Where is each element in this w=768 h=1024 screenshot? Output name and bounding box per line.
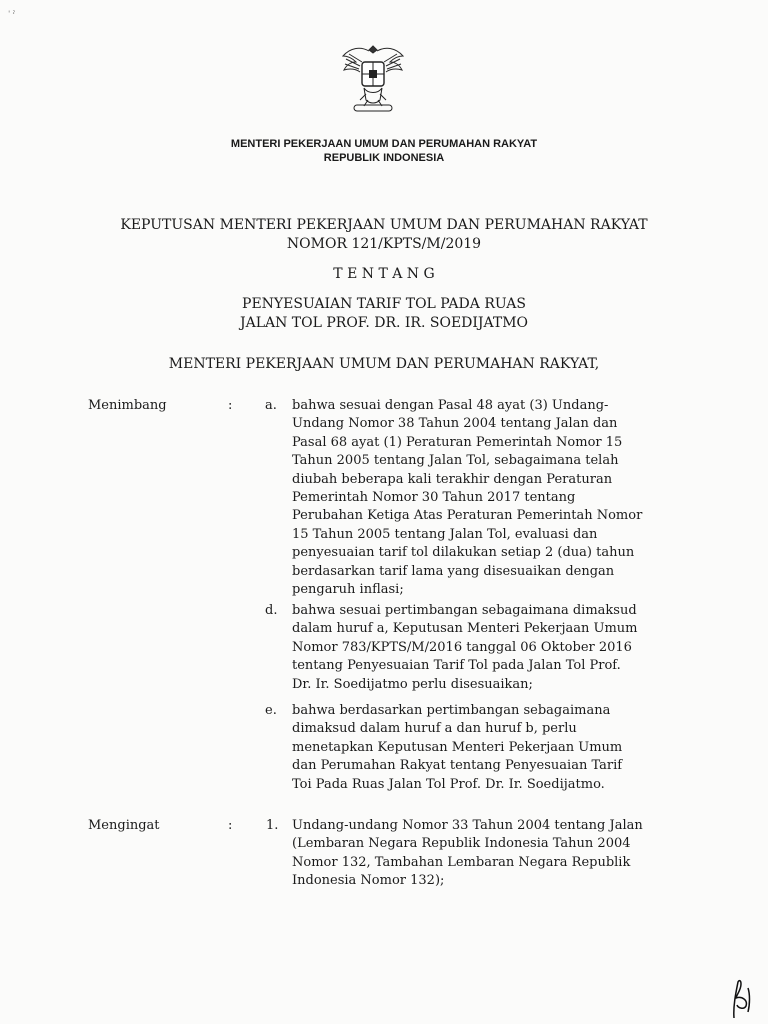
- text-line: Perubahan Ketiga Atas Peraturan Pemerintah Nomor: [292, 508, 643, 524]
- subject-line2: JALAN TOL PROF. DR. IR. SOEDIJATMO: [239, 315, 529, 331]
- issuer-line: MENTERI PEKERJAAN UMUM DAN PERUMAHAN RAKYAT,: [168, 356, 600, 372]
- text-line: Dr. Ir. Soedijatmo perlu disesuaikan;: [292, 676, 533, 692]
- item-letter: d.: [265, 603, 278, 618]
- mengingat-item-1: [292, 817, 682, 891]
- handwritten-initial-icon: [728, 978, 756, 1020]
- decree-number: NOMOR 121/KPTS/M/2019: [286, 236, 482, 252]
- ministry-heading-line2: REPUBLIK INDONESIA: [323, 152, 445, 164]
- menimbang-item-e: [292, 702, 682, 794]
- subject-line1: PENYESUAIAN TARIF TOL PADA RUAS: [242, 296, 526, 312]
- text-line: bahwa sesuai dengan Pasal 48 ayat (3) Undang-: [292, 398, 609, 413]
- text-line: dimaksud dalam huruf a dan huruf b, perlu: [292, 721, 577, 737]
- text-line: Undang-undang Nomor 33 Tahun 2004 tentang Jalan: [292, 818, 643, 833]
- text-line: Tahun 2005 tentang Jalan Tol, sebagaimana telah: [292, 453, 619, 469]
- mengingat-label: Mengingat: [88, 818, 160, 833]
- text-line: menetapkan Keputusan Menteri Pekerjaan Umum: [292, 739, 623, 755]
- text-line: tentang Penyesuaian Tarif Tol pada Jalan Tol Prof.: [292, 658, 621, 674]
- decree-title: KEPUTUSAN MENTERI PEKERJAAN UMUM DAN PERUMAHAN RAKYAT: [120, 217, 648, 233]
- menimbang-colon: :: [228, 398, 233, 413]
- text-line: Toi Pada Ruas Jalan Tol Prof. Dr. Ir. Soedijatmo.: [292, 776, 605, 792]
- text-line: (Lembaran Negara Republik Indonesia Tahun 2004: [292, 836, 631, 852]
- garuda-emblem-icon: [340, 42, 406, 116]
- item-letter: a.: [265, 398, 277, 413]
- text-line: diubah beberapa kali terakhir dengan Peraturan: [292, 471, 613, 487]
- text-line: pengaruh inflasi;: [292, 582, 404, 598]
- ministry-heading-line1: MENTERI PEKERJAAN UMUM DAN PERUMAHAN RAKYAT: [230, 138, 538, 150]
- menimbang-item-a: [292, 397, 682, 599]
- text-line: dan Perumahan Rakyat tentang Penyesuaian Tarif: [292, 758, 623, 774]
- text-line: Pemerintah Nomor 30 Tahun 2017 tentang: [292, 490, 576, 506]
- text-line: Indonesia Nomor 132);: [292, 873, 445, 889]
- text-line: Nomor 132, Tambahan Lembaran Negara Republik: [292, 854, 631, 870]
- item-number: 1.: [266, 818, 279, 833]
- tentang-heading: T E N T A N G: [333, 266, 435, 282]
- text-line: Nomor 783/KPTS/M/2016 tanggal 06 Oktober 2016: [292, 639, 632, 655]
- text-line: Undang Nomor 38 Tahun 2004 tentang Jalan dan: [292, 416, 618, 432]
- item-letter: e.: [265, 703, 277, 718]
- text-line: penyesuaian tarif tol dilakukan setiap 2 (dua) tahun: [292, 545, 635, 561]
- scan-mark: ˈ ˀ: [8, 10, 15, 19]
- text-line: Pasal 68 ayat (1) Peraturan Pemerintah Nomor 15: [292, 434, 623, 450]
- text-line: bahwa sesuai pertimbangan sebagaimana dimaksud: [292, 603, 637, 618]
- menimbang-item-d: [292, 602, 682, 694]
- mengingat-colon: :: [228, 818, 233, 833]
- text-line: 15 Tahun 2005 tentang Jalan Tol, evaluasi dan: [292, 526, 598, 542]
- text-line: berdasarkan tarif lama yang disesuaikan dengan: [292, 563, 615, 579]
- text-line: dalam huruf a, Keputusan Menteri Pekerjaan Umum: [292, 621, 638, 637]
- text-line: bahwa berdasarkan pertimbangan sebagaimana: [292, 703, 611, 718]
- menimbang-label: Menimbang: [88, 398, 167, 413]
